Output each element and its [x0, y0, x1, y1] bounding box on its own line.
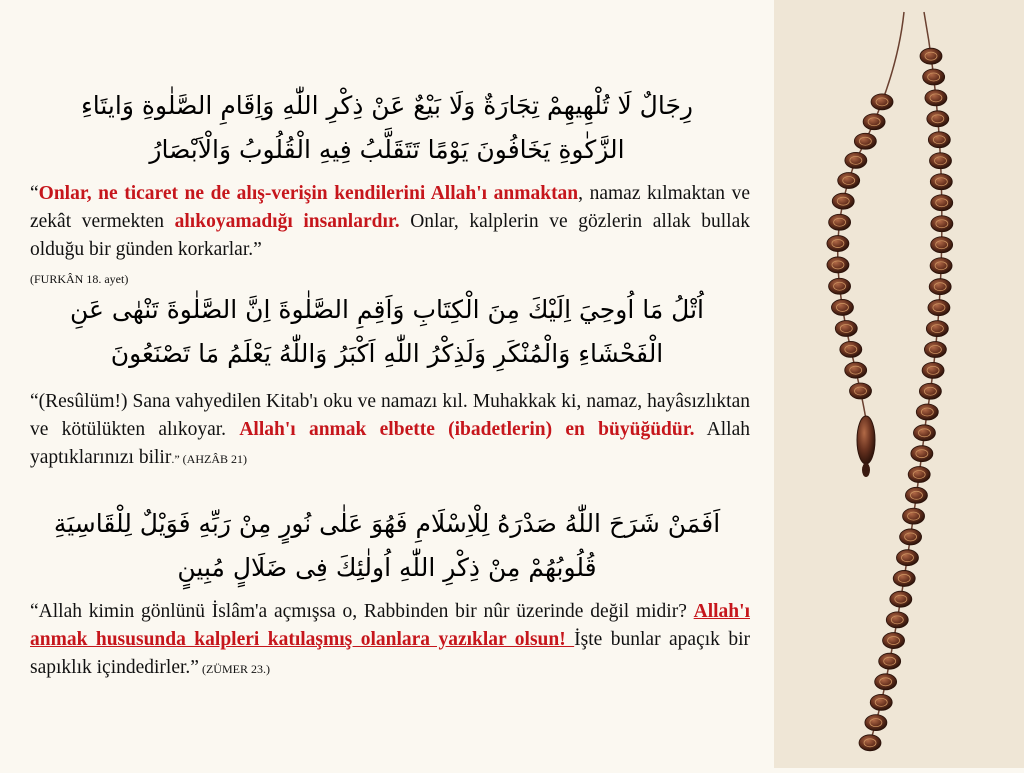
bead — [905, 487, 927, 503]
verse1-arabic — [24, 84, 750, 172]
bead — [929, 279, 951, 295]
bead — [928, 132, 950, 148]
bead — [850, 383, 872, 399]
verse3-end-text: İşte bunlar apaçık bir sapıklık içindedirler.” — [30, 629, 750, 678]
bead — [829, 278, 851, 294]
bead — [879, 653, 901, 669]
bead — [832, 193, 854, 209]
bead — [875, 674, 897, 690]
bead — [922, 362, 944, 378]
bead — [840, 341, 862, 357]
verse1-open-quote: “ — [30, 183, 39, 204]
bead — [827, 236, 849, 252]
bead-strand-left — [838, 12, 904, 420]
bead — [925, 90, 947, 106]
bead — [845, 152, 867, 168]
bead — [930, 258, 952, 274]
bead — [854, 133, 876, 149]
verse2-arabic — [24, 288, 750, 376]
bead — [890, 591, 912, 607]
verse2-arabic-line1: اُتْلُ مَا اُوحِيَ اِلَيْكَ مِنَ الْكِتَابِ وَاَقِمِ الصَّلٰوةَ اِنَّ الصَّلٰوةَ تَنْهٰى عَنِ — [69, 295, 705, 324]
imame-bead — [857, 416, 875, 464]
verse1-arabic-line2: الزَّكٰوةِ يَخَافُونَ يَوْمًا تَتَقَلَّبُ فِيهِ الْقُلُوبُ وَالْاَبْصَارُ — [149, 135, 625, 164]
bead — [924, 342, 946, 358]
bead — [929, 153, 951, 169]
bead — [927, 111, 949, 127]
verse2-end-text: Allah yaptıklarınızı bilir — [30, 419, 751, 468]
bead — [916, 404, 938, 420]
bead — [900, 529, 922, 545]
bead — [870, 694, 892, 710]
bead — [865, 715, 887, 731]
verse1-translation — [30, 180, 750, 293]
bead — [859, 735, 881, 751]
verse3-arabic-line2: قُلُوبُهُمْ مِنْ ذِكْرِ اللّٰهِ اُولٰئِكَ فِى ضَلَالٍ مُبِينٍ — [177, 553, 597, 582]
bead — [931, 216, 953, 232]
bead — [920, 48, 942, 64]
bead — [863, 114, 885, 130]
verse2-translation — [30, 388, 750, 473]
bead — [911, 446, 933, 462]
prayer-beads-image — [774, 0, 1024, 768]
verse3-arabic — [24, 502, 750, 590]
verse3-translation — [30, 598, 750, 683]
tassel-end — [862, 463, 870, 477]
verse1-highlight2: alıkoyamadığı insanlardır. — [174, 211, 400, 232]
verse1-end-text: Onlar, kalplerin ve gözlerin allak bullak olduğu bir günden korkarlar.” — [30, 211, 750, 260]
verse1-citation: (FURKÂN 18. ayet) — [30, 272, 129, 286]
verse1-mid-text: , namaz kılmaktan ve zekât vermekten — [30, 183, 750, 232]
bead — [903, 508, 925, 524]
beads-group — [827, 48, 953, 751]
bead — [829, 214, 851, 230]
bead — [886, 612, 908, 628]
verse1-highlight: Onlar, ne ticaret ne de alış-verişin kendilerini Allah'ı anmaktan — [38, 183, 579, 204]
verse3-arabic-line1: اَفَمَنْ شَرَحَ اللّٰهُ صَدْرَهُ لِلْاِسْلَامِ فَهُوَ عَلٰى نُورٍ مِنْ رَبِّهِ فَوَيْلٌ لِلْقَاسِيَةِ — [53, 509, 721, 538]
bead — [931, 195, 953, 211]
bead — [919, 383, 941, 399]
bead — [871, 94, 893, 110]
bead — [883, 633, 905, 649]
verse2-citation: .” (AHZÂB 21) — [171, 452, 247, 466]
bead — [930, 174, 952, 190]
bead — [893, 570, 915, 586]
verse3-citation: (ZÜMER 23.) — [198, 662, 270, 676]
verse2-highlight: Allah'ı anmak elbette (ibadetlerin) en büyüğüdür. — [239, 419, 695, 440]
verse2-arabic-line2: الْفَحْشَاءِ وَالْمُنْكَرِ وَلَذِكْرُ اللّٰهِ اَكْبَرُ وَاللّٰهُ يَعْلَمُ مَا تَصْنَعُونَ — [110, 339, 664, 368]
bead — [835, 320, 857, 336]
verse1-arabic-line1: رِجَالٌ لَا تُلْهِيهِمْ تِجَارَةٌ وَلَا بَيْعٌ عَنْ ذِكْرِ اللّٰهِ وَاِقَامِ الصَّلٰوةِ وَايتَاءِ — [81, 91, 693, 120]
bead — [827, 257, 849, 273]
bead — [913, 425, 935, 441]
prayer-beads-icon — [774, 0, 1024, 768]
verse3-highlight: Allah'ı anmak hususunda kalpleri katılaşmış olanlara yazıklar olsun! — [30, 601, 750, 650]
verse3-text: “Allah kimin gönlünü İslâm'a açmışsa o, Rabbinden bir nûr üzerinde değil midir? — [30, 601, 694, 622]
bead — [896, 550, 918, 566]
bead — [838, 173, 860, 189]
bead — [908, 467, 930, 483]
bead — [923, 69, 945, 85]
bead — [845, 362, 867, 378]
verse2-text: “(Resûlüm!) Sana vahyedilen Kitab'ı oku ve namazı kıl. Muhakkak ki, namaz, hayâsızlıktan ve kötülükten alıkoyar. — [30, 391, 750, 440]
bead — [926, 321, 948, 337]
bead — [931, 237, 953, 253]
bead — [831, 299, 853, 315]
bead — [928, 300, 950, 316]
